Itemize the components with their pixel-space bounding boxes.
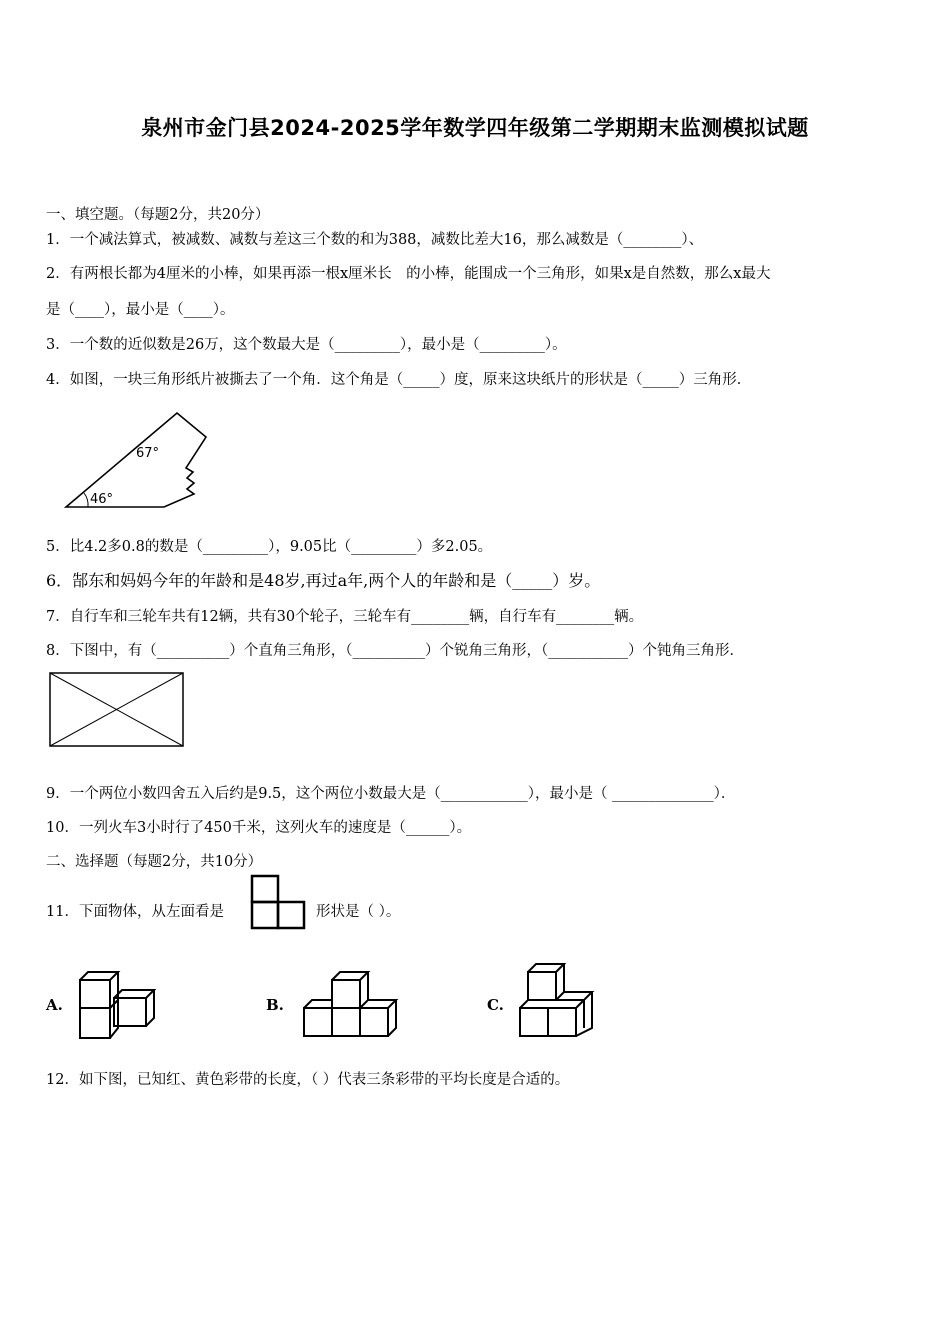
angle-67-label: 67° bbox=[136, 446, 160, 461]
question-6: 6．郜东和妈妈今年的年龄和是48岁,再过a年,两个人的年龄和是（_____）岁。 bbox=[46, 571, 601, 590]
option-a-label[interactable]: A. bbox=[46, 996, 63, 1014]
question-3: 3．一个数的近似数是26万，这个数最大是（_________），最小是（_________）。 bbox=[46, 337, 567, 353]
page-title: 泉州市金门县2024-2025学年数学四年级第二学期期末监测模拟试题 bbox=[141, 116, 809, 140]
question-9: 9．一个两位小数四舍五入后约是9.5，这个两位小数最大是（____________），最小是（ ______________）． bbox=[46, 786, 736, 802]
angle-46-label: 46° bbox=[90, 492, 114, 507]
option-c-cubes[interactable] bbox=[516, 960, 600, 1040]
option-b-cubes[interactable] bbox=[300, 968, 400, 1040]
question-11-prefix: 11．下面物体，从左面看是 bbox=[46, 904, 224, 920]
question-10: 10．一列火车3小时行了450千米，这列火车的速度是（______）。 bbox=[46, 820, 472, 836]
question-8: 8．下图中，有（__________）个直角三角形，（__________）个锐角三角形，（___________）个钝角三角形． bbox=[46, 643, 744, 659]
question-1: 1．一个减法算式，被减数、减数与差这三个数的和为388，减数比差大16，那么减数是（________）、 bbox=[46, 232, 704, 248]
question-2-line-1: 2．有两根长都为4厘米的小棒，如果再添一根x厘米长 的小棒，能围成一个三角形，如果x是自然数，那么x最大 bbox=[46, 266, 771, 282]
question-11-suffix: 形状是（ ）。 bbox=[316, 904, 401, 920]
question-5: 5．比4.2多0.8的数是（_________），9.05比（_________）多2.05。 bbox=[46, 539, 493, 555]
option-c-label[interactable]: C. bbox=[487, 996, 504, 1014]
section-fill-blank-heading: 一、填空题。（每题2分，共20分） bbox=[46, 207, 270, 223]
question-12: 12．如下图，已知红、黄色彩带的长度，（ ）代表三条彩带的平均长度是合适的。 bbox=[46, 1072, 570, 1088]
question-7: 7．自行车和三轮车共有12辆，共有30个轮子，三轮车有________辆，自行车有________辆。 bbox=[46, 609, 644, 625]
left-view-shape bbox=[250, 874, 306, 930]
option-b-label[interactable]: B. bbox=[266, 996, 284, 1014]
section-choice-heading: 二、选择题（每题2分，共10分） bbox=[46, 854, 263, 870]
torn-triangle-figure bbox=[60, 405, 200, 515]
question-2-line-2: 是（____），最小是（____）。 bbox=[46, 302, 235, 318]
question-4: 4．如图，一块三角形纸片被撕去了一个角．这个角是（_____）度，原来这块纸片的形状是（_____）三角形． bbox=[46, 372, 752, 388]
rectangle-diagonals-figure bbox=[47, 670, 187, 750]
option-a-cubes[interactable] bbox=[78, 970, 158, 1040]
